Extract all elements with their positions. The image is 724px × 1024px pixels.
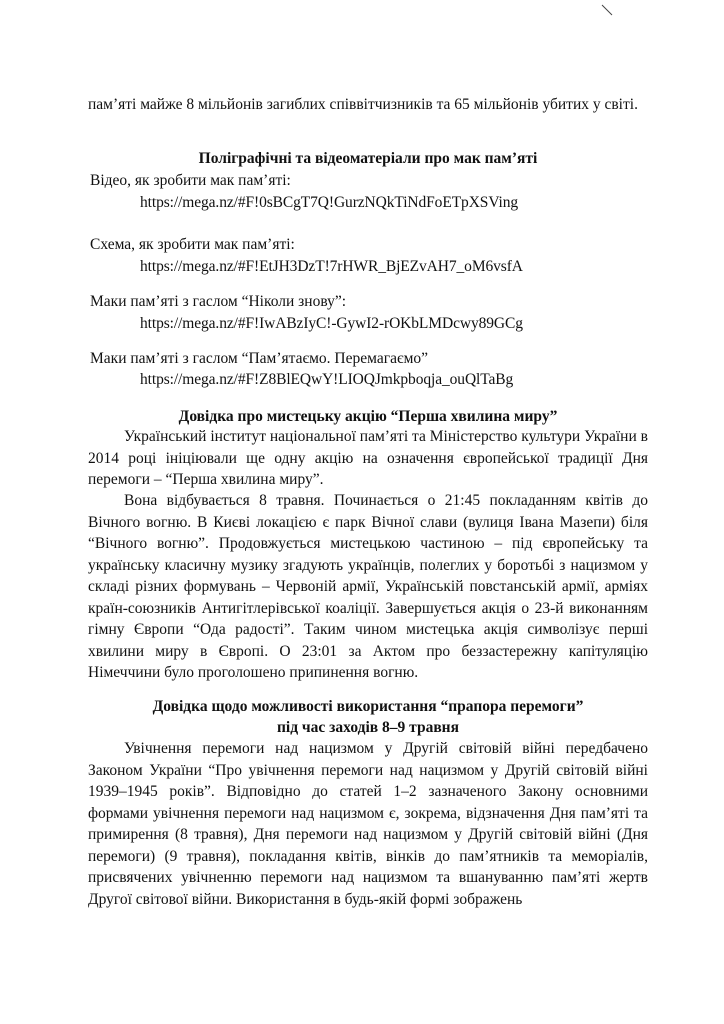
victory-flag-heading-line-1: Довідка щодо можливості використання “прапора перемоги” [152, 698, 584, 715]
material-label-video: Відео, як зробити мак пам’яті: [90, 172, 291, 189]
material-link-never-again: https://mega.nz/#F!IwABzIyC!-GywI2-rOKbLMDcwy89GCg [140, 315, 523, 332]
material-link-video: https://mega.nz/#F!0sBCgT7Q!GurzNQkTiNdFoETpXSVing [140, 194, 518, 211]
victory-flag-paragraph: Увічнення перемоги над нацизмом у Другій світовій війні передбачено Законом України “Про увічнення перемоги над нацизмом у Другій світовій війні 1939–1945 років”. Відповідно до статей 1–2 зазначеного Закону основними формами увічнення перемоги над нацизмом є, зокрема, відзначення Дня пам’яті та примирення (8 травня), Дня перемоги над нацизмом у Другій світовій війні (Дня перемоги) (9 травня), покладання квітів, вінків до пам’ятників та меморіалів, присвячених увічненню перемоги над нацизмом та вшануванню пам’яті жертв Другої світової війни. Використання в будь-якій формі зображень [88, 740, 648, 908]
material-link-remember: https://mega.nz/#F!Z8BlEQwY!LIOQJmkpboqja_ouQlTaBg [140, 371, 514, 388]
victory-flag-heading-line-2: під час заходів 8–9 травня [276, 719, 460, 736]
first-minute-heading: Довідка про мистецьку акцію “Перша хвилина миру” [178, 408, 558, 425]
material-label-remember: Маки пам’яті з гаслом “Пам’ятаємо. Перемагаємо” [90, 350, 429, 367]
first-minute-paragraph-1: Український інститут національної пам’яті та Міністерство культури України в 2014 році ініціювали ще одну акцію на означення європейської традиції Дня перемоги – “Перша хвилина миру”. [88, 428, 648, 488]
material-label-scheme: Схема, як зробити мак пам’яті: [90, 236, 295, 253]
material-link-scheme: https://mega.nz/#F!EtJH3DzT!7rHWR_BjEZvAH7_oM6vsfA [140, 258, 523, 275]
materials-heading: Поліграфічні та відеоматеріали про мак пам’яті [198, 150, 538, 167]
intro-paragraph: пам’яті майже 8 мільйонів загиблих співвітчизників та 65 мільйонів убитих у світі. [88, 96, 638, 113]
material-label-never-again: Маки пам’яті з гаслом “Ніколи знову”: [90, 293, 347, 310]
first-minute-paragraph-2: Вона відбувається 8 травня. Починається о 21:45 покладанням квітів до Вічного вогню. В Києві локацією є парк Вічної слави (вулиця Івана Мазепи) біля “Вічного вогню”. Продовжується мистецькою частиною – під європейську та українську класичну музику згадують українців, полеглих у боротьбі з нацизмом у складі різних формувань – Червоній армії, Українській повстанській армії, арміях країн-союзників Антигітлерівської коаліції. Завершується акція о 23-й виконанням гімну Європи “Ода радості”. Таким чином мистецька акція символізує перші хвилини миру в Європі. О 23:01 за Актом про беззастережну капітуляцію Німеччини було проголошено припинення вогню. [88, 492, 648, 681]
scan-mark [600, 4, 614, 16]
